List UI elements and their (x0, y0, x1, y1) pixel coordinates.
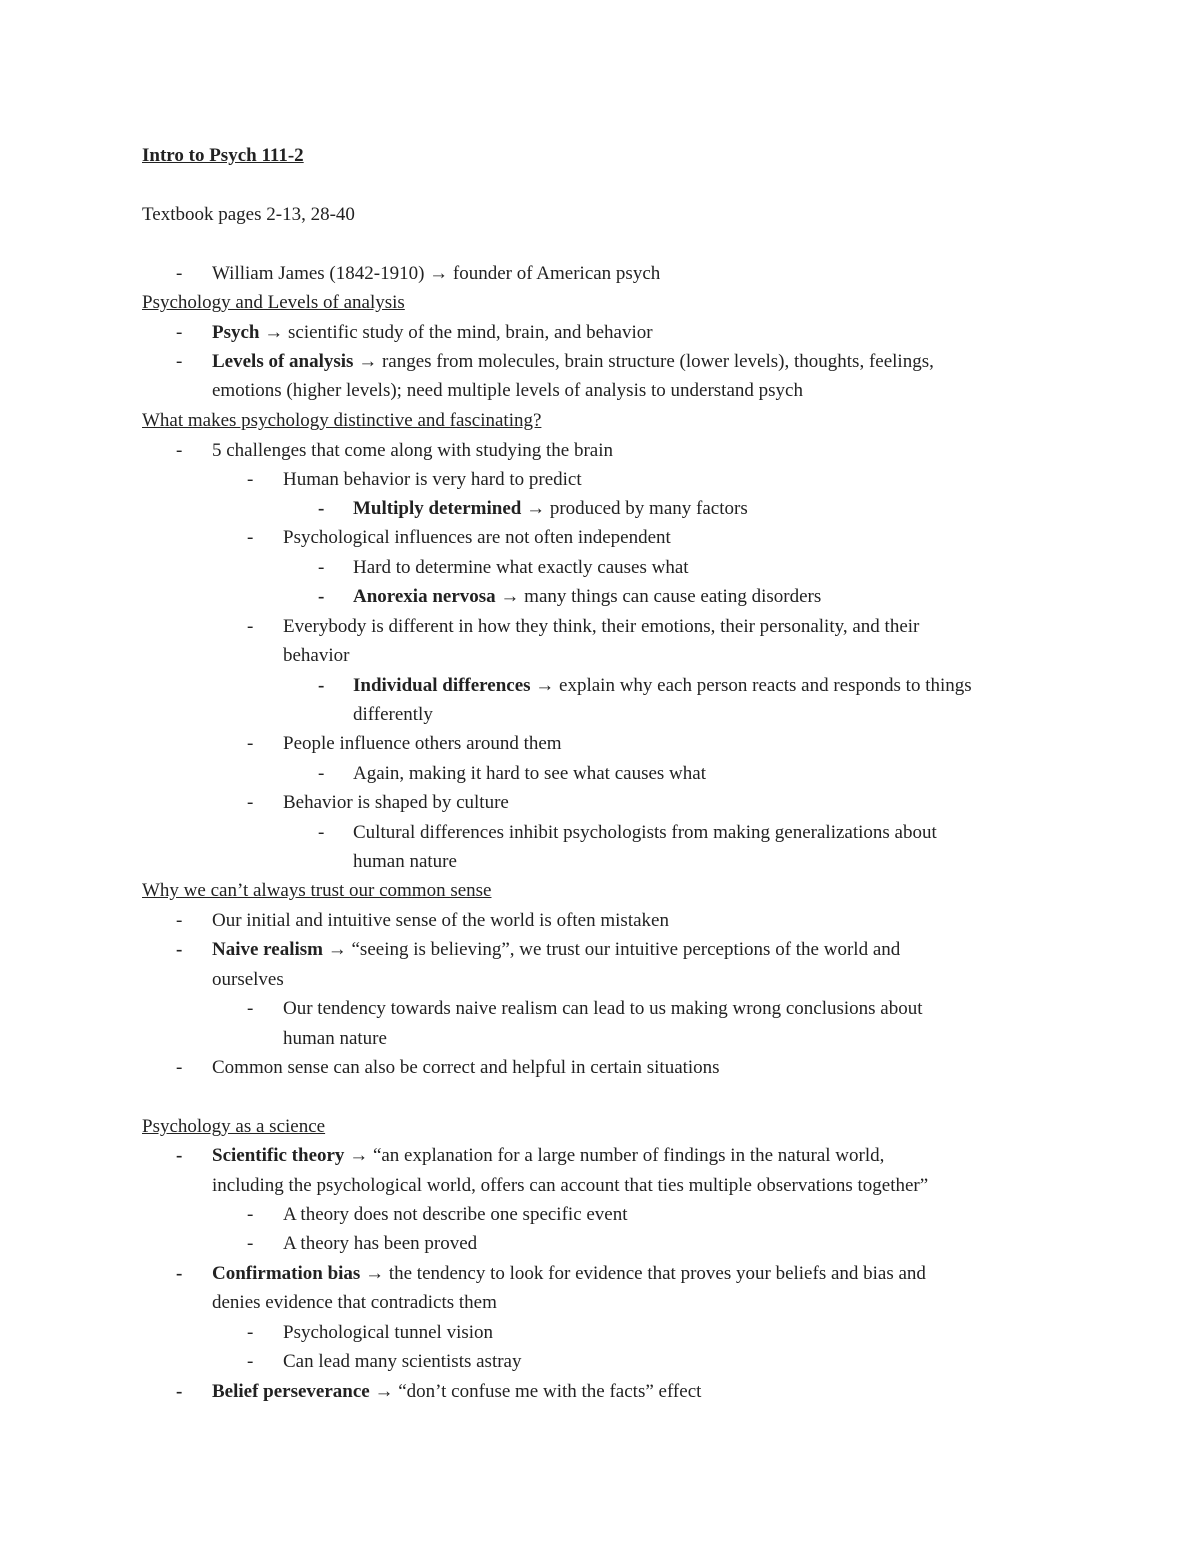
list-item (353, 585, 821, 609)
list-item: Psychological tunnel vision (283, 1322, 494, 1343)
term: Confirmation bias (212, 1263, 361, 1284)
list-item-continuation: ourselves (212, 969, 284, 990)
bullet-dash: - (318, 822, 325, 843)
bullet-dash: - (247, 469, 254, 490)
list-item: Can lead many scientists astray (283, 1351, 522, 1372)
definition: → explain why each person reacts and responds to things (530, 675, 972, 696)
section-heading: Why we can’t always trust our common sense (142, 880, 492, 901)
definition: → “don’t confuse me with the facts” effect (369, 1381, 702, 1402)
list-item (212, 321, 653, 345)
bullet-dash: - (318, 586, 325, 607)
bullet-dash: - (176, 322, 183, 343)
bullet-dash: - (247, 733, 254, 754)
bullet-dash: - (176, 939, 183, 960)
term: Psych (212, 322, 260, 343)
definition: → many things can cause eating disorders (495, 586, 822, 607)
list-item: A theory does not describe one specific event (283, 1204, 628, 1225)
term: Individual differences (353, 675, 531, 696)
term: Levels of analysis (212, 351, 354, 372)
bullet-dash: - (176, 1263, 183, 1284)
list-item (212, 938, 900, 962)
definition: → “an explanation for a large number of findings in the natural world, (344, 1145, 885, 1166)
bullet-dash: - (247, 1322, 254, 1343)
list-item-continuation: human nature (353, 851, 457, 872)
term: Anorexia nervosa (353, 586, 496, 607)
bullet-dash: - (318, 498, 325, 519)
bullet-dash: - (318, 763, 325, 784)
list-item (212, 1380, 701, 1404)
bullet-dash: - (247, 1351, 254, 1372)
term: Multiply determined (353, 498, 522, 519)
definition: → the tendency to look for evidence that proves your beliefs and bias and (360, 1263, 926, 1284)
list-item: William James (1842-1910) → founder of American psych (212, 263, 661, 284)
section-heading: Psychology and Levels of analysis (142, 292, 405, 313)
list-item (212, 1262, 926, 1286)
bullet-dash: - (247, 1233, 254, 1254)
list-item: Our tendency towards naive realism can lead to us making wrong conclusions about (283, 998, 923, 1019)
list-item-continuation: differently (353, 704, 433, 725)
list-item (353, 497, 748, 521)
list-item: A theory has been proved (283, 1233, 478, 1254)
section-heading: What makes psychology distinctive and fascinating? (142, 410, 542, 431)
bullet-dash: - (176, 1057, 183, 1078)
bullet-dash: - (247, 792, 254, 813)
definition: → “seeing is believing”, we trust our intuitive perceptions of the world and (323, 939, 901, 960)
textbook-pages: Textbook pages 2-13, 28-40 (142, 204, 355, 225)
list-item-continuation: emotions (higher levels); need multiple levels of analysis to understand psych (212, 380, 803, 401)
bullet-dash: - (176, 263, 183, 284)
definition: → produced by many factors (521, 498, 748, 519)
list-item: Human behavior is very hard to predict (283, 469, 582, 490)
list-item-continuation: human nature (283, 1028, 387, 1049)
list-item (212, 1144, 884, 1168)
list-item: Hard to determine what exactly causes what (353, 557, 689, 578)
bullet-dash: - (176, 1145, 183, 1166)
page-title: Intro to Psych 111-2 (142, 145, 304, 166)
list-item-continuation: behavior (283, 645, 350, 666)
list-item-continuation: including the psychological world, offers can account that ties multiple observations together” (212, 1175, 929, 1196)
bullet-dash: - (318, 675, 325, 696)
bullet-dash: - (318, 557, 325, 578)
bullet-dash: - (176, 1381, 183, 1402)
bullet-dash: - (247, 1204, 254, 1225)
term: Scientific theory (212, 1145, 345, 1166)
list-item: Behavior is shaped by culture (283, 792, 509, 813)
list-item (353, 674, 972, 698)
definition: → scientific study of the mind, brain, and behavior (259, 322, 653, 343)
list-item (212, 350, 934, 374)
bullet-dash: - (247, 527, 254, 548)
definition: → ranges from molecules, brain structure (lower levels), thoughts, feelings, (353, 351, 934, 372)
bullet-dash: - (247, 616, 254, 637)
list-item: Our initial and intuitive sense of the world is often mistaken (212, 910, 669, 931)
bullet-dash: - (247, 998, 254, 1019)
term: Naive realism (212, 939, 323, 960)
list-item-continuation: denies evidence that contradicts them (212, 1292, 497, 1313)
list-item: 5 challenges that come along with studying the brain (212, 440, 614, 461)
list-item: Again, making it hard to see what causes what (353, 763, 706, 784)
list-item: People influence others around them (283, 733, 562, 754)
bullet-dash: - (176, 351, 183, 372)
term: Belief perseverance (212, 1381, 370, 1402)
section-heading: Psychology as a science (142, 1116, 326, 1137)
bullet-dash: - (176, 440, 183, 461)
list-item: Cultural differences inhibit psychologists from making generalizations about (353, 822, 937, 843)
list-item: Psychological influences are not often independent (283, 527, 671, 548)
list-item: Common sense can also be correct and helpful in certain situations (212, 1057, 720, 1078)
list-item: Everybody is different in how they think, their emotions, their personality, and their (283, 616, 920, 637)
bullet-dash: - (176, 910, 183, 931)
